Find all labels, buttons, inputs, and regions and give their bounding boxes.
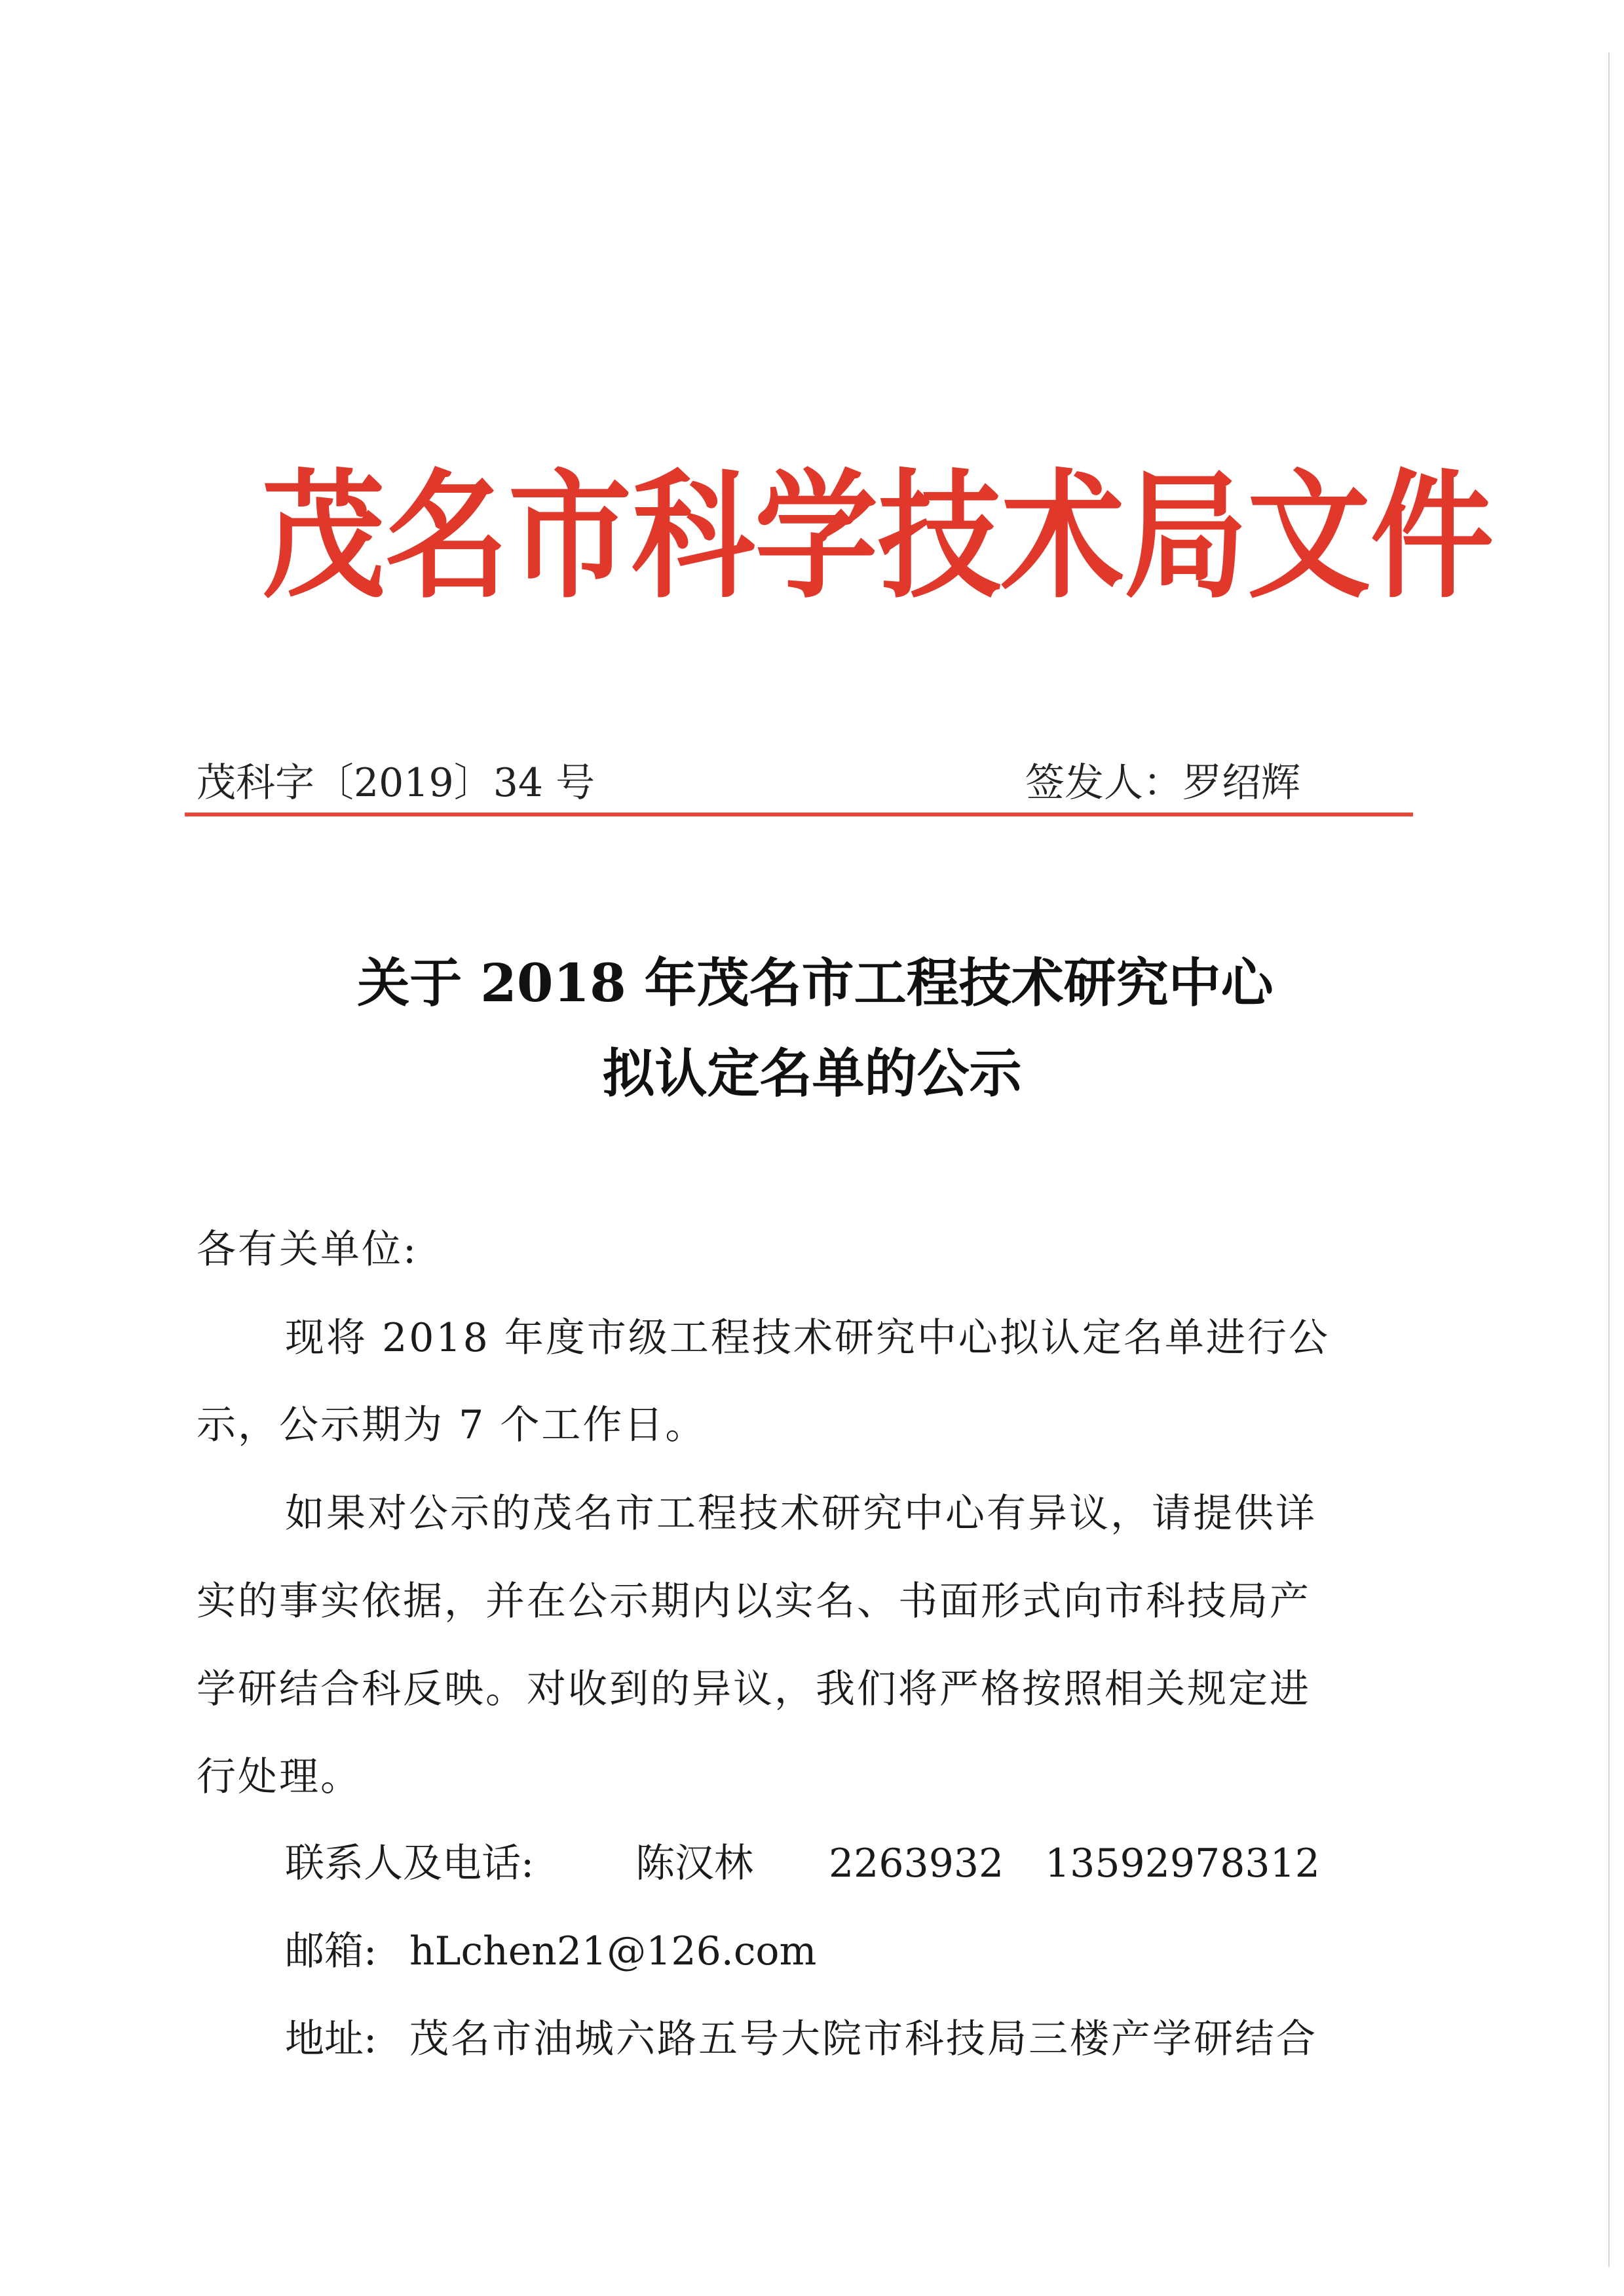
email-label: 邮箱: [285, 1928, 377, 1974]
document-header-title [262, 456, 1494, 618]
header-char: 技 [878, 456, 1001, 618]
address-text: 茂名市油城六路五号大院市科技局三楼产学研结合 [409, 2016, 1317, 2062]
contact-phone: 2263932 [829, 1841, 1004, 1886]
paragraph-2-line-1: 如果对公示的茂名市工程技术研究中心有异议，请提供详 [285, 1491, 1317, 1537]
contact-label: 联系人及电话: [285, 1841, 535, 1886]
page-edge [1608, 52, 1610, 2267]
notice-title-line-2: 拟认定名单的公示 [602, 1043, 1022, 1104]
header-char: 市 [508, 456, 632, 618]
contact-mobile: 13592978312 [1045, 1841, 1320, 1886]
paragraph-1-line-2: 示，公示期为 7 个工作日。 [197, 1402, 707, 1448]
header-char: 名 [385, 456, 508, 618]
header-char: 文 [1247, 456, 1370, 618]
header-char: 件 [1370, 456, 1494, 618]
header-char: 术 [1001, 456, 1124, 618]
salutation: 各有关单位: [197, 1227, 419, 1272]
signer: 签发人：罗绍辉 [1025, 760, 1300, 806]
paragraph-2-line-4: 行处理。 [197, 1754, 362, 1800]
address-label: 地址: [285, 2016, 377, 2062]
notice-title-line-1: 关于 2018 年茂名市工程技术研究中心 [357, 952, 1274, 1014]
paragraph-2-line-2: 实的事实依据，并在公示期内以实名、书面形式向市科技局产 [197, 1578, 1311, 1624]
paragraph-1-line-1: 现将 2018 年度市级工程技术研究中心拟认定名单进行公 [285, 1315, 1330, 1361]
email-address: hLchen21@126.com [409, 1928, 817, 1974]
header-char: 科 [632, 456, 755, 618]
contact-name: 陈汉林 [635, 1841, 753, 1886]
header-char: 局 [1124, 456, 1247, 618]
red-separator-line [185, 813, 1413, 816]
document-number: 茂科字〔2019〕34 号 [197, 760, 595, 806]
paragraph-2-line-3: 学研结合科反映。对收到的异议，我们将严格按照相关规定进 [197, 1666, 1311, 1712]
header-char: 学 [755, 456, 878, 618]
header-char: 茂 [262, 456, 385, 618]
